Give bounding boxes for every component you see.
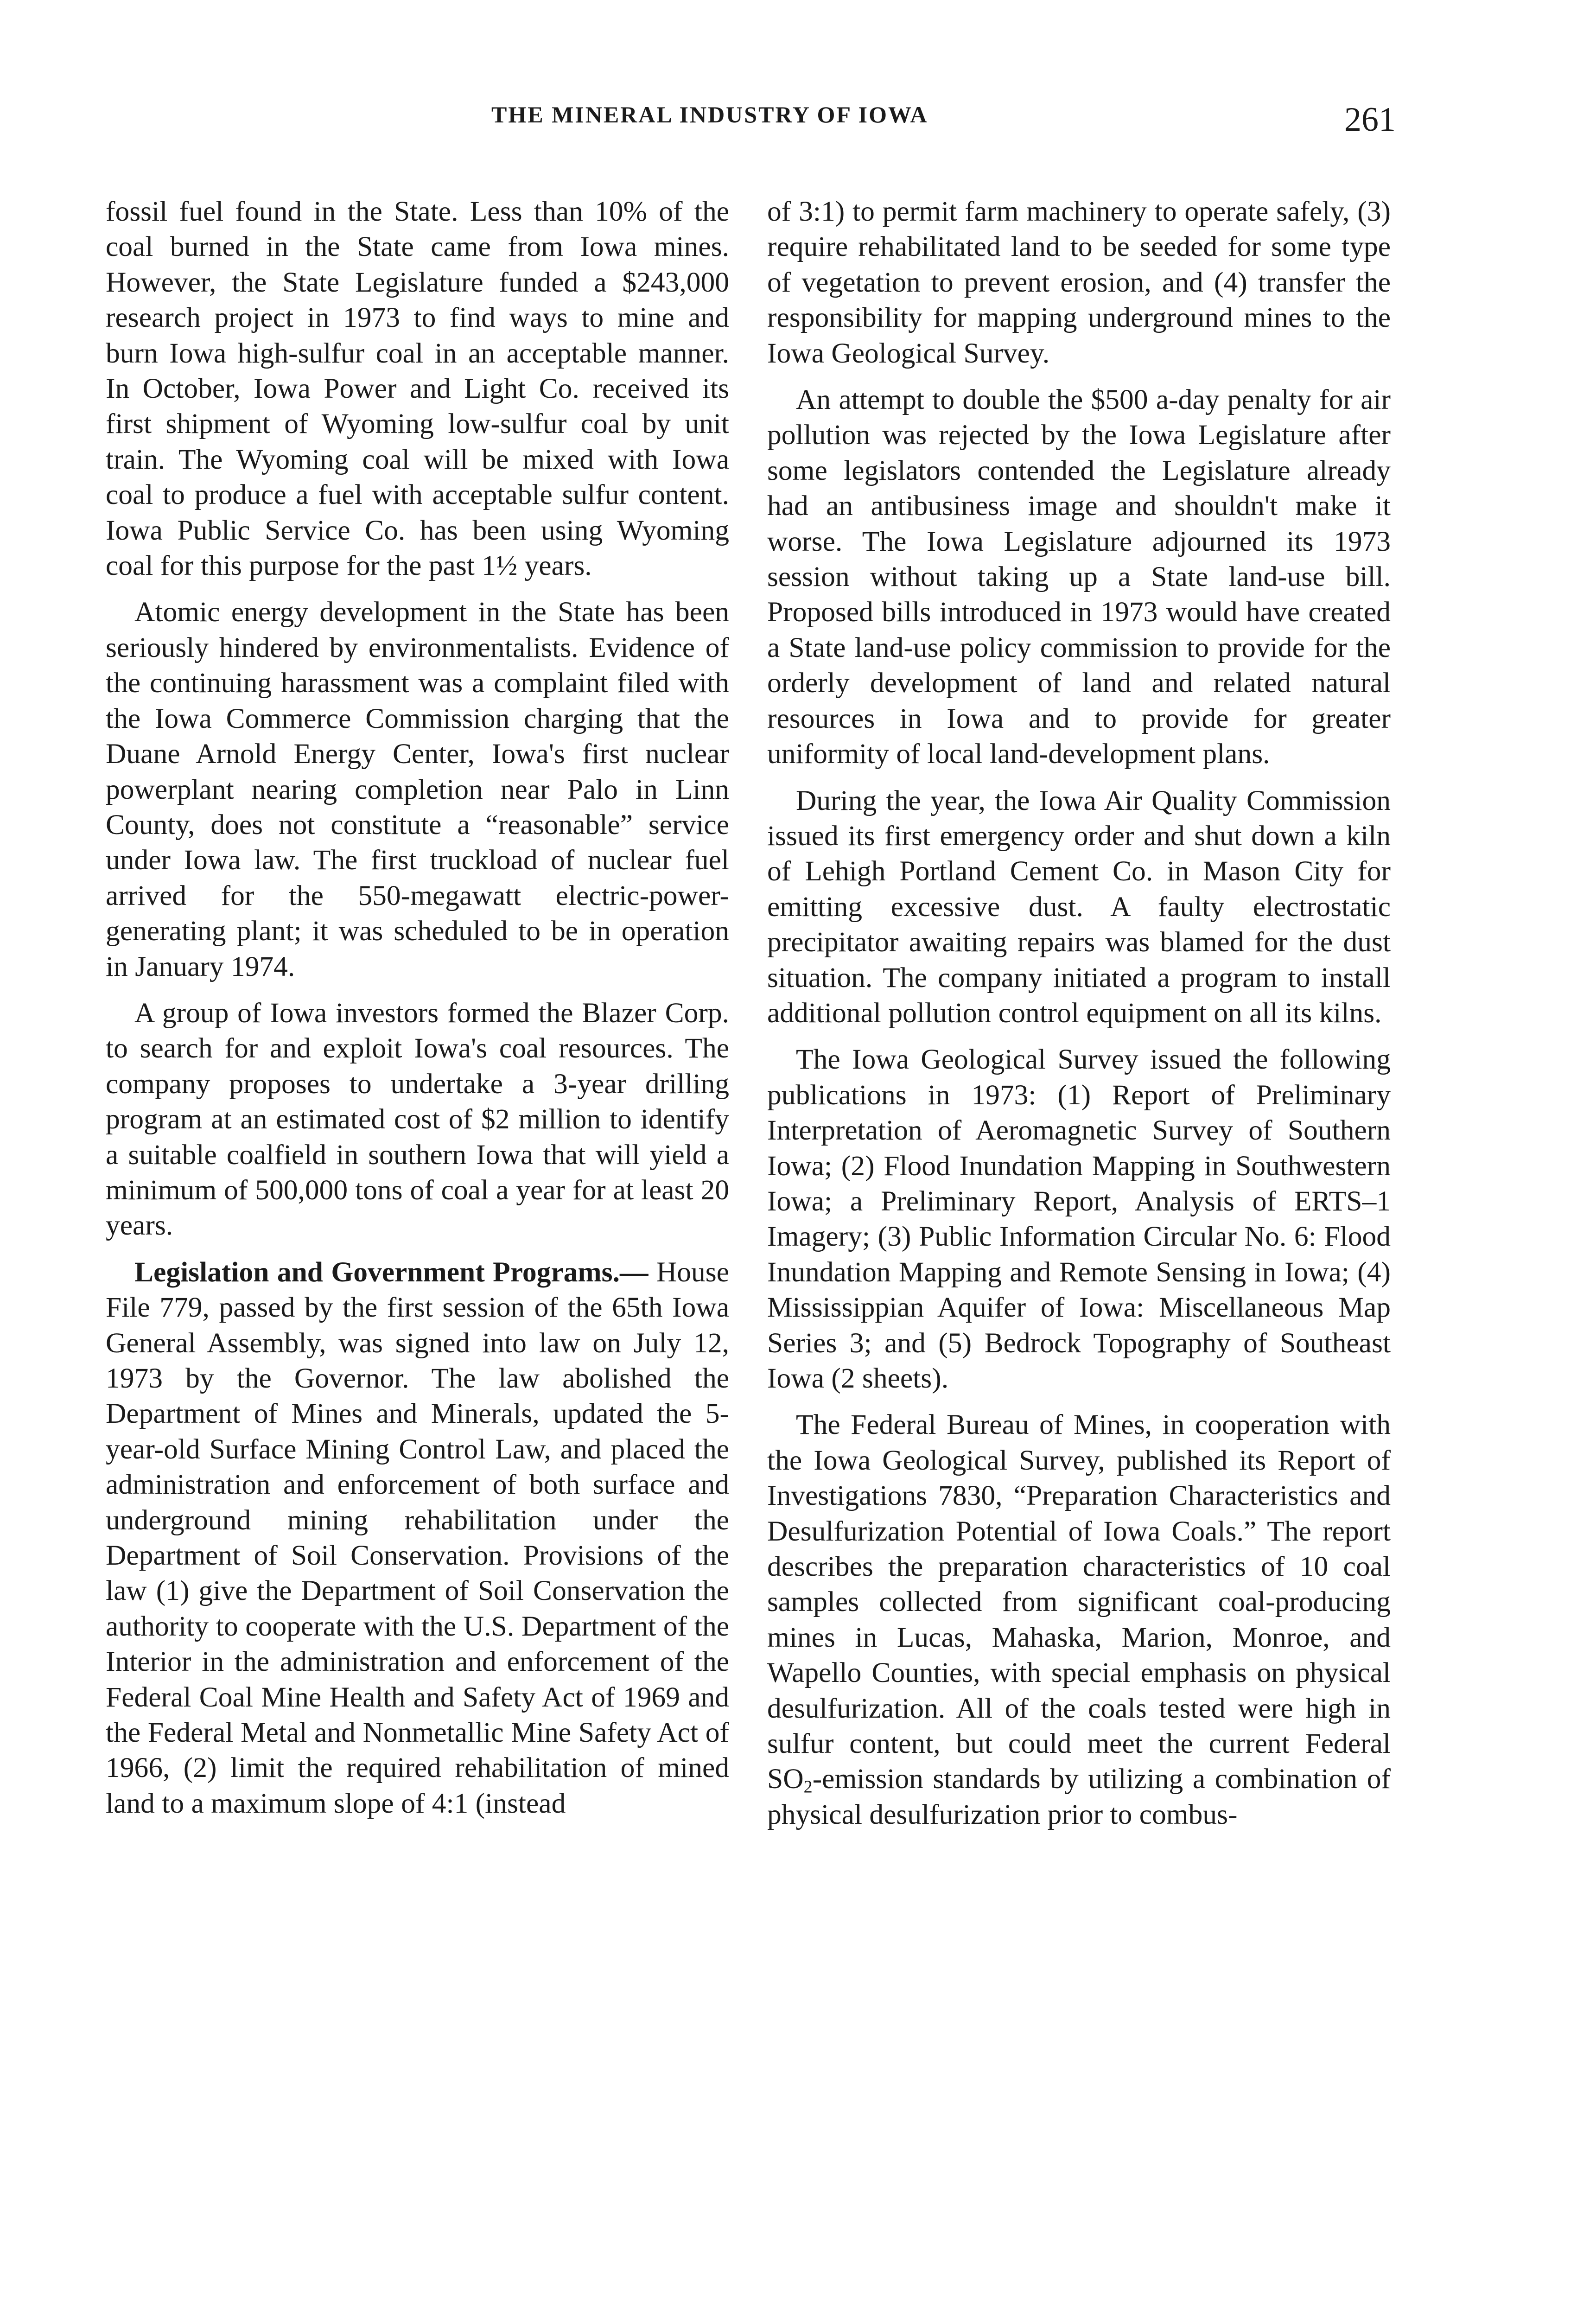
section-heading: Legislation and Government Programs.— <box>134 1256 649 1288</box>
right-column <box>767 194 1391 1843</box>
left-column <box>106 194 729 1832</box>
paragraph: Atomic energy development in the State has been seriously hindered by environmentalists. Evidence of the continuing harassment was a complaint filed with the Iowa Commerce Commission charging that the Duane Arnold Energy Center, Iowa's first nuclear powerplant nearing completion near Palo in Linn County, does not constitute a “reasonable” service under Iowa law. The first truckload of nuclear fuel arrived for the 550-megawatt electric-power-generating plant; it was scheduled to be in operation in January 1974. <box>106 596 729 982</box>
paragraph: The Iowa Geological Survey issued the following publications in 1973: (1) Report of Preliminary Interpretation of Aeromagnetic Survey of Southern Iowa; (2) Flood Inundation Mapping in Southwestern Iowa; a Preliminary Report, Analysis of ERTS–1 Imagery; (3) Public Information Circular No. 6: Flood Inundation Mapping and Remote Sensing in Iowa; (4) Mississippian Aquifer of Iowa: Miscellaneous Map Series 3; and (5) Bedrock Topography of Southeast Iowa (2 sheets). <box>767 1044 1391 1394</box>
paragraph-bureau-of-mines <box>767 1407 1391 1832</box>
paragraph: During the year, the Iowa Air Quality Commission issued its first emergency order and shut down a kiln of Lehigh Portland Cement Co. in Mason City for emitting excessive dust. A faulty electrostatic precipitator awaiting repairs was blamed for the dust situation. The company initiated a program to install additional pollution control equipment on all its kilns. <box>767 784 1391 1029</box>
subscript: 2 <box>803 1777 813 1797</box>
paragraph-text: -emission standards by utilizing a combination of physical desulfurization prior to combus- <box>767 1763 1391 1830</box>
running-title: THE MINERAL INDUSTRY OF IOWA <box>491 102 928 127</box>
paragraph-legislation <box>106 1255 729 1821</box>
page-header <box>0 0 1596 185</box>
paragraph: fossil fuel found in the State. Less than 10% of the coal burned in the State came from Iowa mines. However, the State Legislature funded a $243,000 research project in 1973 to find ways to mine and burn Iowa high-sulfur coal in an acceptable manner. In October, Iowa Power and Light Co. received its first shipment of Wyoming low-sulfur coal by unit train. The Wyoming coal will be mixed with Iowa coal to produce a fuel with acceptable sulfur content. Iowa Public Service Co. has been using Wyoming coal for this purpose for the past 1½ years. <box>106 196 729 582</box>
paragraph-text: House File 779, passed by the first session of the 65th Iowa General Assembly, was signed into law on July 12, 1973 by the Governor. The law abolished the Department of Mines and Minerals, updated the 5-year-old Surface Mining Control Law, and placed the administration and enforcement of both surface and underground mining rehabilitation under the Department of Soil Conservation. Provisions of the law (1) give the Department of Soil Conservation the authority to cooperate with the U.S. Department of the Interior in the administration and enforcement of the Federal Coal Mine Health and Safety Act of 1969 and the Federal Metal and Nonmetallic Mine Safety Act of 1966, (2) limit the required rehabilitation of mined land to a maximum slope of 4:1 (instead <box>106 1256 729 1819</box>
paragraph: A group of Iowa investors formed the Blazer Corp. to search for and exploit Iowa's coal resources. The company proposes to undertake a 3-year drilling program at an estimated cost of $2 million to identify a suitable coalfield in southern Iowa that will yield a minimum of 500,000 tons of coal a year for at least 20 years. <box>106 997 729 1242</box>
paragraph-text: The Federal Bureau of Mines, in cooperation with the Iowa Geological Survey, published its Report of Investigations 7830, “Preparation Characteristics and Desulfurization Potential of Iowa Coals.” The report describes the preparation characteristics of 10 coal samples collected from significant coal-producing mines in Lucas, Mahaska, Marion, Monroe, and Wapello Counties, with special emphasis on physical desulfurization. All of the coals tested were high in sulfur content, but could meet the current Federal SO <box>767 1409 1391 1795</box>
paragraph: of 3:1) to permit farm machinery to operate safely, (3) require rehabilitated land to be seeded for some type of vegetation to prevent erosion, and (4) transfer the responsibility for mapping underground mines to the Iowa Geological Survey. <box>767 196 1391 369</box>
page-number: 261 <box>1344 101 1396 139</box>
paragraph: An attempt to double the $500 a-day penalty for air pollution was rejected by the Iowa Legislature after some legislators contended the Legislature already had an antibusiness image and shouldn't make it worse. The Iowa Legislature adjourned its 1973 session without taking up a State land-use bill. Proposed bills introduced in 1973 would have created a State land-use policy commission to provide for the orderly development of land and related natural resources in Iowa and to provide for greater uniformity of local land-development plans. <box>767 384 1391 770</box>
